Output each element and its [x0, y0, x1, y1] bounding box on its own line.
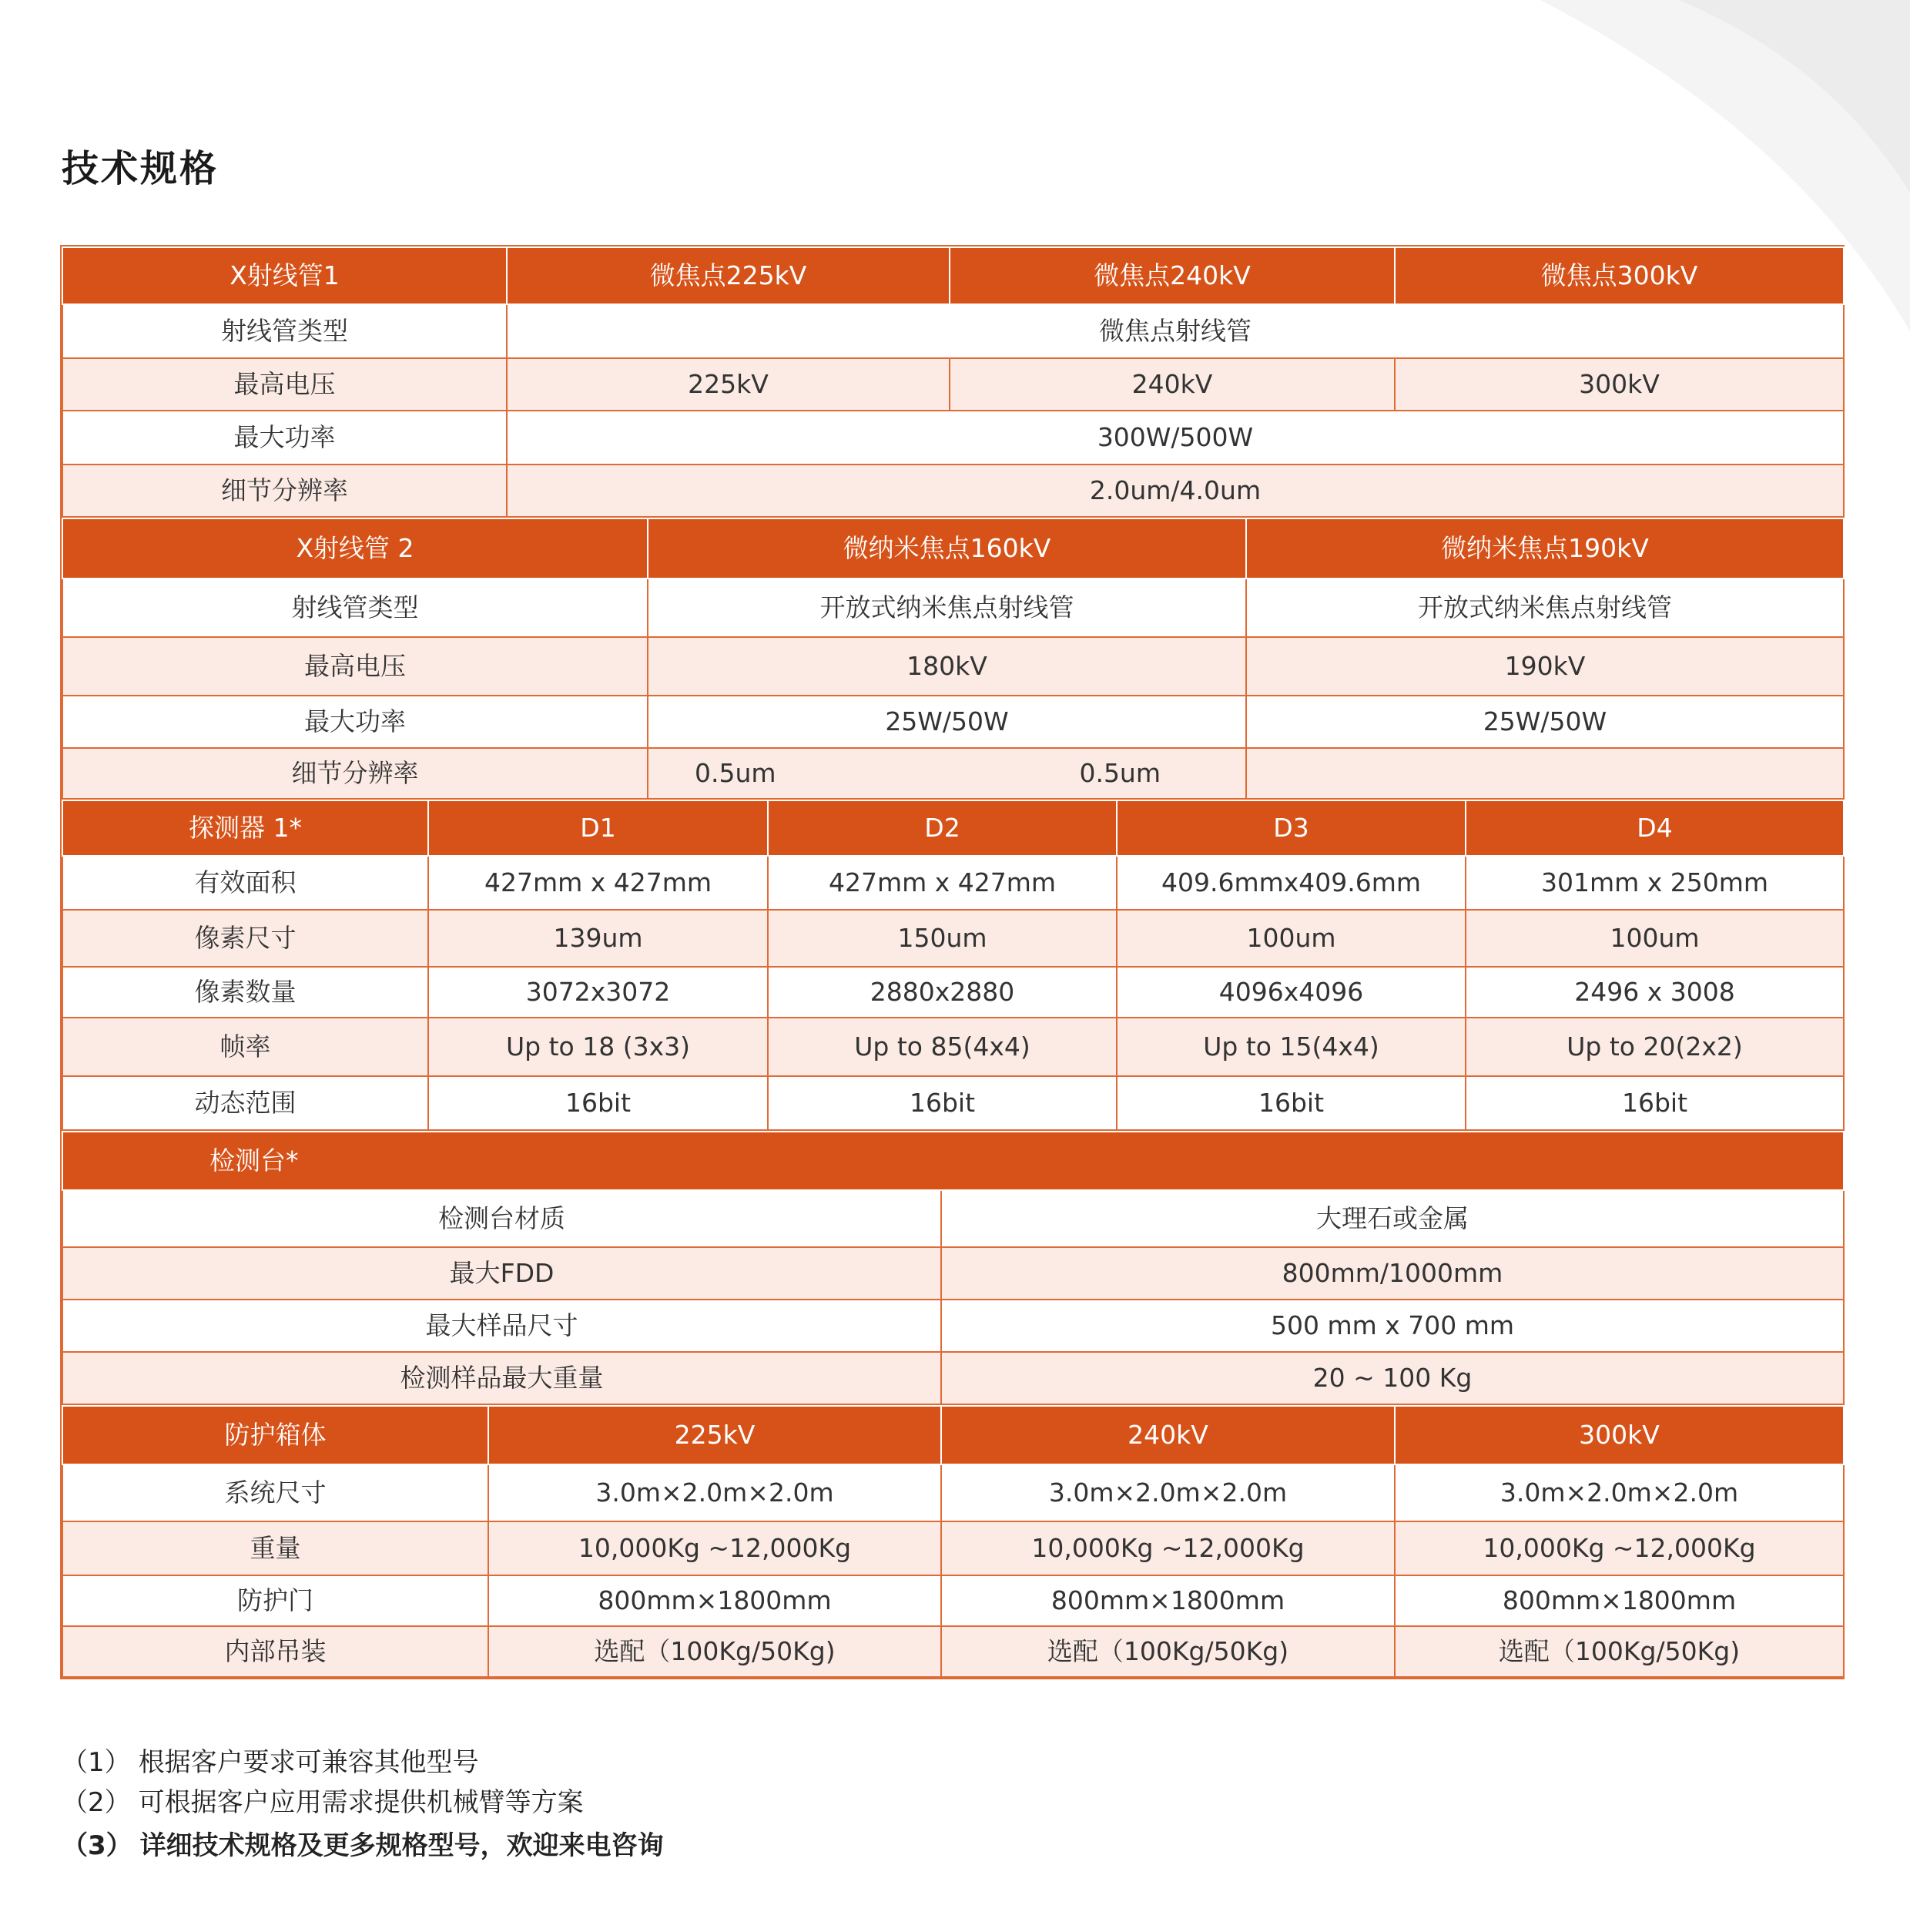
footnote-text: 根据客户要求可兼容其他型号 — [138, 1747, 479, 1778]
row-label: 最高电压 — [62, 358, 507, 411]
row-label: 最大功率 — [62, 411, 507, 465]
row-value: 10,000Kg ~12,000Kg — [488, 1521, 941, 1575]
stage-section — [62, 1131, 1845, 1405]
header-cell: 300kV — [1395, 1406, 1844, 1464]
header-cell: 防护箱体 — [62, 1406, 488, 1464]
header-cell: D4 — [1466, 800, 1844, 856]
footnotes — [62, 1742, 664, 1866]
row-label: 细节分辨率 — [62, 465, 507, 517]
table-row — [62, 967, 1844, 1018]
header-cell: 240kV — [941, 1406, 1395, 1464]
row-value: Up to 18 (3x3) — [428, 1018, 768, 1076]
row-value: 800mm×1800mm — [488, 1575, 941, 1626]
row-value — [648, 748, 1246, 799]
table-row — [62, 1300, 1844, 1352]
resolution-values — [648, 757, 1245, 788]
row-value: 139um — [428, 910, 768, 967]
header-cell: D2 — [768, 800, 1117, 856]
row-value: 10,000Kg ~12,000Kg — [1395, 1521, 1844, 1575]
table-row — [62, 411, 1844, 465]
row-value: 选配（100Kg/50Kg) — [1395, 1626, 1844, 1677]
table-row — [62, 637, 1844, 696]
row-value: 300kV — [1395, 358, 1844, 411]
row-value: 大理石或金属 — [941, 1190, 1844, 1247]
row-label: 防护门 — [62, 1575, 488, 1626]
row-value: 选配（100Kg/50Kg) — [941, 1626, 1395, 1677]
header-cell: 探测器 1* — [62, 800, 428, 856]
footnote-number: （3） — [62, 1830, 132, 1861]
table-row — [62, 748, 1844, 799]
row-label: 动态范围 — [62, 1076, 428, 1130]
table-row — [62, 358, 1844, 411]
header-cell: X射线管1 — [62, 247, 507, 304]
table-row — [62, 696, 1844, 748]
row-label: 最大功率 — [62, 696, 648, 748]
footnote — [62, 1742, 664, 1783]
table-row — [62, 465, 1844, 517]
row-value: 20 ~ 100 Kg — [941, 1352, 1844, 1404]
row-value: Up to 20(2x2) — [1466, 1018, 1844, 1076]
row-label: 重量 — [62, 1521, 488, 1575]
row-value: 180kV — [648, 637, 1246, 696]
row-value: 800mm×1800mm — [941, 1575, 1395, 1626]
row-value: 409.6mmx409.6mm — [1117, 856, 1466, 910]
xray-tube-2-section — [62, 518, 1845, 800]
row-label: 系统尺寸 — [62, 1464, 488, 1521]
xray-tube-2-header-row — [62, 518, 1844, 579]
row-value: 300W/500W — [507, 411, 1844, 465]
header-cell: 微焦点240kV — [950, 247, 1395, 304]
empty-cell — [1246, 748, 1844, 799]
row-label: 射线管类型 — [62, 304, 507, 358]
row-value: 240kV — [950, 358, 1395, 411]
row-label: 有效面积 — [62, 856, 428, 910]
row-value: 开放式纳米焦点射线管 — [1246, 579, 1844, 637]
xray-tube-1-header-row — [62, 247, 1844, 304]
table-row — [62, 1247, 1844, 1300]
row-value: 800mm×1800mm — [1395, 1575, 1844, 1626]
xray-tube-1-section — [62, 247, 1845, 518]
row-value: 100um — [1466, 910, 1844, 967]
row-label: 帧率 — [62, 1018, 428, 1076]
row-label: 像素数量 — [62, 967, 428, 1018]
table-row — [62, 1575, 1844, 1626]
row-value: 3.0m×2.0m×2.0m — [488, 1464, 941, 1521]
enclosure-header-row — [62, 1406, 1844, 1464]
row-value: 100um — [1117, 910, 1466, 967]
header-cell: D1 — [428, 800, 768, 856]
table-row — [62, 579, 1844, 637]
table-row — [62, 1076, 1844, 1130]
table-row — [62, 1352, 1844, 1404]
row-value: 800mm/1000mm — [941, 1247, 1844, 1300]
row-value: 150um — [768, 910, 1117, 967]
table-row — [62, 1018, 1844, 1076]
header-cell: 微焦点300kV — [1395, 247, 1844, 304]
footnote-number: （2） — [62, 1787, 131, 1818]
detector-header-row — [62, 800, 1844, 856]
footnote — [62, 1826, 664, 1866]
resolution-value: 0.5um — [1079, 757, 1161, 788]
row-label: 细节分辨率 — [62, 748, 648, 799]
row-label: 射线管类型 — [62, 579, 648, 637]
spec-table — [60, 245, 1845, 1679]
row-value: 10,000Kg ~12,000Kg — [941, 1521, 1395, 1575]
table-row — [62, 1464, 1844, 1521]
table-row — [62, 910, 1844, 967]
header-cell: 微纳米焦点190kV — [1246, 518, 1844, 579]
row-value: Up to 15(4x4) — [1117, 1018, 1466, 1076]
row-value: 427mm x 427mm — [428, 856, 768, 910]
row-value: 16bit — [1117, 1076, 1466, 1130]
table-row — [62, 856, 1844, 910]
row-value: 3.0m×2.0m×2.0m — [1395, 1464, 1844, 1521]
header-cell: X射线管 2 — [62, 518, 648, 579]
enclosure-section — [62, 1405, 1845, 1678]
row-value: 16bit — [768, 1076, 1117, 1130]
resolution-value: 0.5um — [695, 757, 776, 788]
row-label: 内部吊装 — [62, 1626, 488, 1677]
row-value: Up to 85(4x4) — [768, 1018, 1117, 1076]
row-value: 2880x2880 — [768, 967, 1117, 1018]
page-title: 技术规格 — [62, 147, 219, 190]
header-cell: 微焦点225kV — [507, 247, 950, 304]
row-value: 2496 x 3008 — [1466, 967, 1844, 1018]
row-value: 3072x3072 — [428, 967, 768, 1018]
row-value: 190kV — [1246, 637, 1844, 696]
header-cell: 微纳米焦点160kV — [648, 518, 1246, 579]
detector-section — [62, 800, 1845, 1131]
row-label: 最大FDD — [62, 1247, 941, 1300]
row-value: 301mm x 250mm — [1466, 856, 1844, 910]
row-value: 16bit — [428, 1076, 768, 1130]
row-value: 25W/50W — [648, 696, 1246, 748]
table-row — [62, 1190, 1844, 1247]
row-label: 检测台材质 — [62, 1190, 941, 1247]
stage-header-row — [62, 1132, 1844, 1190]
row-value: 选配（100Kg/50Kg) — [488, 1626, 941, 1677]
row-value: 500 mm x 700 mm — [941, 1300, 1844, 1352]
row-value: 4096x4096 — [1117, 967, 1466, 1018]
header-cell: D3 — [1117, 800, 1466, 856]
row-value: 微焦点射线管 — [507, 304, 1844, 358]
footnote-text: 可根据客户应用需求提供机械臂等方案 — [138, 1787, 584, 1818]
table-row — [62, 1521, 1844, 1575]
row-label: 最大样品尺寸 — [62, 1300, 941, 1352]
row-label: 检测样品最大重量 — [62, 1352, 941, 1404]
row-label: 像素尺寸 — [62, 910, 428, 967]
header-cell: 225kV — [488, 1406, 941, 1464]
footnote-text: 详细技术规格及更多规格型号，欢迎来电咨询 — [139, 1830, 664, 1861]
row-value: 25W/50W — [1246, 696, 1844, 748]
row-value: 3.0m×2.0m×2.0m — [941, 1464, 1395, 1521]
row-value: 开放式纳米焦点射线管 — [648, 579, 1246, 637]
footnote-number: （1） — [62, 1747, 131, 1778]
table-row — [62, 304, 1844, 358]
row-value: 16bit — [1466, 1076, 1844, 1130]
header-cell: 检测台* — [62, 1132, 1844, 1190]
row-value: 225kV — [507, 358, 950, 411]
table-row — [62, 1626, 1844, 1677]
row-label: 最高电压 — [62, 637, 648, 696]
row-value: 2.0um/4.0um — [507, 465, 1844, 517]
row-value: 427mm x 427mm — [768, 856, 1117, 910]
footnote — [62, 1783, 664, 1823]
